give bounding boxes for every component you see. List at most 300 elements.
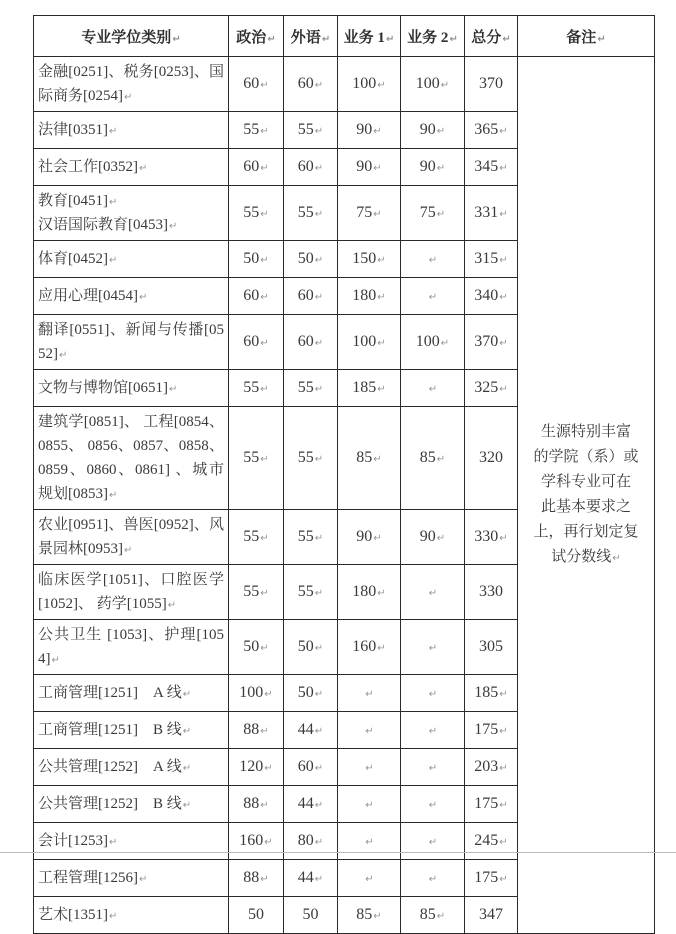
paragraph-mark-icon: ↵	[264, 837, 273, 848]
score-value: 55	[297, 121, 314, 138]
paragraph-mark-icon: ↵	[109, 197, 118, 208]
paragraph-mark-icon: ↵	[436, 163, 446, 174]
score-value: 175	[474, 721, 499, 738]
score-value: 370	[474, 333, 499, 350]
paragraph-mark-icon: ↵	[182, 763, 192, 774]
score-cell	[465, 149, 518, 186]
category-cell	[34, 370, 229, 407]
remark-text: 试分数线	[551, 549, 612, 565]
paragraph-mark-icon: ↵	[314, 163, 324, 174]
score-cell	[465, 565, 518, 620]
paragraph-mark-icon: ↵	[365, 689, 374, 700]
paragraph-mark-icon: ↵	[449, 33, 458, 45]
score-cell	[284, 149, 338, 186]
score-value: 60	[297, 287, 314, 304]
score-value: 60	[243, 333, 260, 350]
remark-line	[524, 470, 648, 495]
paragraph-mark-icon: ↵	[499, 689, 508, 700]
paragraph-mark-icon: ↵	[109, 255, 118, 266]
score-value: 50	[297, 638, 314, 655]
score-cell	[338, 407, 401, 510]
paragraph-mark-icon: ↵	[597, 33, 606, 45]
remark-cell	[518, 57, 655, 934]
paragraph-mark-icon: ↵	[314, 533, 324, 544]
paragraph-mark-icon: ↵	[314, 800, 324, 811]
paragraph-mark-icon: ↵	[436, 911, 446, 922]
paragraph-mark-icon: ↵	[314, 384, 324, 395]
paragraph-mark-icon: ↵	[436, 209, 446, 220]
paragraph-mark-icon: ↵	[314, 292, 324, 303]
paragraph-mark-icon: ↵	[428, 588, 438, 599]
score-value: 90	[419, 121, 436, 138]
category-cell	[34, 897, 229, 934]
score-cell	[338, 620, 401, 675]
category-text: 公共管理[1252] B 线	[38, 796, 182, 812]
paragraph-mark-icon: ↵	[499, 533, 508, 544]
paragraph-mark-icon: ↵	[260, 126, 269, 137]
score-cell	[338, 149, 401, 186]
score-value: 55	[243, 204, 260, 221]
category-text: 建筑学[0851]、 工程[0854、 0855、 0856、0857、0858、0859、0860、0861] 、城市规划[0853]	[38, 414, 224, 502]
remark-text: 学科专业可在	[540, 474, 631, 490]
score-cell	[465, 241, 518, 278]
paragraph-mark-icon: ↵	[260, 643, 269, 654]
score-value: 180	[352, 583, 377, 600]
score-cell	[229, 241, 284, 278]
score-cell	[284, 749, 338, 786]
paragraph-mark-icon: ↵	[373, 454, 382, 465]
category-text: 艺术[1351]	[38, 907, 108, 923]
score-cell	[284, 860, 338, 897]
score-cell	[229, 749, 284, 786]
score-cell	[229, 370, 284, 407]
score-cell	[229, 112, 284, 149]
score-cell	[229, 897, 284, 934]
paragraph-mark-icon: ↵	[314, 763, 324, 774]
header-subject2	[401, 16, 465, 57]
score-cell	[229, 565, 284, 620]
header-politics	[229, 16, 284, 57]
paragraph-mark-icon: ↵	[385, 33, 395, 45]
score-value: 345	[474, 158, 499, 175]
score-value: 320	[479, 449, 503, 466]
paragraph-mark-icon: ↵	[373, 533, 382, 544]
score-cell	[284, 370, 338, 407]
category-cell	[34, 241, 229, 278]
paragraph-mark-icon: ↵	[365, 800, 374, 811]
category-text: 文物与博物馆[0651]	[38, 380, 168, 396]
score-value: 55	[297, 449, 314, 466]
score-cell	[338, 749, 401, 786]
score-value: 55	[243, 379, 260, 396]
score-cell	[465, 315, 518, 370]
category-text: 法律[0351]	[38, 122, 108, 138]
score-value: 60	[297, 75, 314, 92]
category-text: 教育[0451]	[38, 193, 108, 209]
paragraph-mark-icon: ↵	[139, 163, 148, 174]
score-cell	[401, 565, 465, 620]
score-value: 340	[474, 287, 499, 304]
paragraph-mark-icon: ↵	[373, 126, 382, 137]
score-cell	[284, 241, 338, 278]
score-value: 50	[243, 250, 260, 267]
score-cell	[401, 57, 465, 112]
paragraph-mark-icon: ↵	[260, 454, 269, 465]
score-cell	[465, 897, 518, 934]
paragraph-mark-icon: ↵	[51, 655, 60, 666]
paragraph-mark-icon: ↵	[436, 126, 446, 137]
category-cell	[34, 510, 229, 565]
category-text: 工商管理[1251] A 线	[38, 685, 182, 701]
paragraph-mark-icon: ↵	[440, 338, 450, 349]
paragraph-mark-icon: ↵	[373, 209, 382, 220]
score-cell	[229, 510, 284, 565]
paragraph-mark-icon: ↵	[612, 553, 621, 564]
paragraph-mark-icon: ↵	[428, 837, 438, 848]
paragraph-mark-icon: ↵	[499, 338, 508, 349]
category-text: 会计[1253]	[38, 833, 108, 849]
header-subject1	[338, 16, 401, 57]
paragraph-mark-icon: ↵	[109, 837, 118, 848]
score-cell	[401, 149, 465, 186]
score-value: 85	[419, 449, 436, 466]
page-bottom-divider	[0, 852, 676, 853]
score-cell	[465, 620, 518, 675]
paragraph-mark-icon: ↵	[499, 837, 508, 848]
score-cell	[338, 57, 401, 112]
paragraph-mark-icon: ↵	[314, 126, 324, 137]
category-cell	[34, 315, 229, 370]
score-value: 90	[356, 121, 373, 138]
score-value: 90	[356, 158, 373, 175]
paragraph-mark-icon: ↵	[260, 588, 269, 599]
paragraph-mark-icon: ↵	[260, 874, 269, 885]
score-cell	[465, 370, 518, 407]
score-value: 60	[297, 158, 314, 175]
paragraph-mark-icon: ↵	[428, 726, 438, 737]
header-foreign-language	[284, 16, 338, 57]
score-value: 60	[243, 75, 260, 92]
header-politics-label: 政治	[236, 29, 267, 46]
category-cell	[34, 823, 229, 860]
score-cell	[229, 278, 284, 315]
category-cell	[34, 278, 229, 315]
score-value: 90	[419, 158, 436, 175]
category-cell	[34, 749, 229, 786]
score-value: 245	[474, 832, 499, 849]
category-text: 工商管理[1251] B 线	[38, 722, 182, 738]
paragraph-mark-icon: ↵	[499, 209, 508, 220]
paragraph-mark-icon: ↵	[124, 92, 133, 103]
score-cell	[338, 823, 401, 860]
header-remark-label: 备注	[566, 29, 597, 46]
score-value: 305	[479, 638, 503, 655]
category-text: 应用心理[0454]	[38, 288, 138, 304]
category-text: 临床医学[1051]、口腔医学[1052]、 药学[1055]	[38, 572, 224, 612]
score-cell	[401, 315, 465, 370]
paragraph-mark-icon: ↵	[260, 726, 269, 737]
paragraph-mark-icon: ↵	[260, 80, 269, 91]
score-cell	[465, 823, 518, 860]
score-cell	[465, 749, 518, 786]
paragraph-mark-icon: ↵	[172, 33, 181, 45]
paragraph-mark-icon: ↵	[260, 209, 269, 220]
paragraph-mark-icon: ↵	[260, 338, 269, 349]
score-cell	[401, 749, 465, 786]
paragraph-mark-icon: ↵	[499, 874, 508, 885]
category-cell	[34, 620, 229, 675]
paragraph-mark-icon: ↵	[314, 837, 324, 848]
score-cell	[284, 278, 338, 315]
paragraph-mark-icon: ↵	[124, 545, 133, 556]
paragraph-mark-icon: ↵	[499, 763, 508, 774]
score-value: 55	[297, 379, 314, 396]
score-cell	[401, 620, 465, 675]
score-value: 80	[297, 832, 314, 849]
paragraph-mark-icon: ↵	[182, 800, 192, 811]
paragraph-mark-icon: ↵	[365, 837, 374, 848]
score-value: 60	[297, 333, 314, 350]
score-cell	[465, 57, 518, 112]
score-value: 330	[479, 583, 503, 600]
score-value: 203	[474, 758, 499, 775]
remark-text: 上，再行划定复	[533, 524, 639, 540]
remark-text: 的学院（系）或	[533, 449, 639, 465]
remark-line	[524, 520, 648, 545]
score-value: 175	[474, 795, 499, 812]
paragraph-mark-icon: ↵	[499, 163, 508, 174]
score-cell	[284, 897, 338, 934]
score-cell	[229, 786, 284, 823]
score-value: 55	[243, 449, 260, 466]
score-cell	[401, 823, 465, 860]
paragraph-mark-icon: ↵	[499, 255, 508, 266]
score-cell	[465, 712, 518, 749]
score-cell	[401, 897, 465, 934]
score-value: 60	[297, 758, 314, 775]
category-text: 汉语国际教育[0453]	[38, 217, 168, 233]
paragraph-mark-icon: ↵	[314, 643, 324, 654]
score-cell	[284, 112, 338, 149]
score-cell	[338, 186, 401, 241]
paragraph-mark-icon: ↵	[182, 689, 192, 700]
score-cell	[284, 565, 338, 620]
paragraph-mark-icon: ↵	[314, 874, 324, 885]
score-cell	[284, 407, 338, 510]
score-cell	[465, 860, 518, 897]
score-value: 60	[243, 287, 260, 304]
category-cell	[34, 407, 229, 510]
score-cell	[401, 675, 465, 712]
paragraph-mark-icon: ↵	[436, 454, 446, 465]
paragraph-mark-icon: ↵	[377, 588, 386, 599]
score-cell	[338, 860, 401, 897]
remark-line	[524, 445, 648, 470]
score-value: 100	[352, 333, 377, 350]
score-value: 85	[356, 449, 373, 466]
paragraph-mark-icon: ↵	[377, 338, 386, 349]
paragraph-mark-icon: ↵	[139, 874, 148, 885]
paragraph-mark-icon: ↵	[109, 126, 118, 137]
category-cell	[34, 712, 229, 749]
paragraph-mark-icon: ↵	[502, 33, 511, 45]
category-cell	[34, 186, 229, 241]
category-text: 公共管理[1252] A 线	[38, 759, 182, 775]
score-cell	[284, 57, 338, 112]
score-cell	[401, 860, 465, 897]
score-cell	[338, 675, 401, 712]
paragraph-mark-icon: ↵	[377, 292, 386, 303]
score-cell	[338, 897, 401, 934]
score-cell	[338, 241, 401, 278]
paragraph-mark-icon: ↵	[377, 643, 386, 654]
score-value: 50	[302, 906, 319, 923]
score-value: 55	[297, 583, 314, 600]
paragraph-mark-icon: ↵	[377, 255, 386, 266]
score-value: 180	[352, 287, 377, 304]
remark-text: 此基本要求之	[540, 499, 631, 515]
remark-line	[524, 545, 648, 570]
paragraph-mark-icon: ↵	[373, 163, 382, 174]
score-cell	[338, 315, 401, 370]
score-value: 185	[352, 379, 377, 396]
category-text: 农业[0951]、兽医[0952]、风景园林[0953]	[38, 517, 224, 557]
category-cell	[34, 786, 229, 823]
score-cell	[401, 712, 465, 749]
remark-line	[524, 495, 648, 520]
paragraph-mark-icon: ↵	[314, 454, 324, 465]
paragraph-mark-icon: ↵	[499, 800, 508, 811]
score-value: 90	[356, 528, 373, 545]
score-cell	[284, 510, 338, 565]
score-value: 347	[479, 906, 503, 923]
score-value: 55	[297, 204, 314, 221]
score-value: 50	[243, 638, 260, 655]
score-value: 325	[474, 379, 499, 396]
paragraph-mark-icon: ↵	[314, 726, 324, 737]
paragraph-mark-icon: ↵	[428, 255, 438, 266]
score-line-table	[33, 15, 655, 934]
score-value: 100	[352, 75, 377, 92]
score-value: 50	[297, 250, 314, 267]
score-cell	[229, 712, 284, 749]
score-cell	[229, 407, 284, 510]
score-value: 55	[243, 528, 260, 545]
score-value: 160	[239, 832, 264, 849]
remark-text: 生源特别丰富	[540, 424, 631, 440]
paragraph-mark-icon: ↵	[182, 726, 192, 737]
score-cell	[465, 675, 518, 712]
score-cell	[401, 407, 465, 510]
score-value: 100	[415, 75, 440, 92]
paragraph-mark-icon: ↵	[428, 384, 438, 395]
score-cell	[401, 510, 465, 565]
score-cell	[338, 565, 401, 620]
score-cell	[284, 620, 338, 675]
paragraph-mark-icon: ↵	[499, 384, 508, 395]
header-subject2-label: 业务 2	[407, 29, 449, 46]
category-cell	[34, 57, 229, 112]
score-cell	[465, 786, 518, 823]
score-cell	[338, 712, 401, 749]
score-cell	[465, 186, 518, 241]
score-cell	[229, 149, 284, 186]
score-cell	[401, 278, 465, 315]
score-cell	[465, 278, 518, 315]
header-foreign-language-label: 外语	[290, 29, 321, 46]
paragraph-mark-icon: ↵	[499, 126, 508, 137]
score-cell	[229, 860, 284, 897]
score-cell	[465, 112, 518, 149]
score-value: 315	[474, 250, 499, 267]
score-cell	[284, 823, 338, 860]
paragraph-mark-icon: ↵	[314, 80, 324, 91]
paragraph-mark-icon: ↵	[314, 255, 324, 266]
score-value: 75	[356, 204, 373, 221]
score-cell	[401, 370, 465, 407]
header-category-label: 专业学位类别	[81, 29, 172, 46]
category-cell	[34, 149, 229, 186]
paragraph-mark-icon: ↵	[440, 80, 450, 91]
category-cell	[34, 675, 229, 712]
score-value: 50	[248, 906, 264, 923]
score-cell	[401, 112, 465, 149]
score-value: 175	[474, 869, 499, 886]
score-value: 44	[297, 869, 314, 886]
score-value: 85	[419, 906, 436, 923]
score-cell	[338, 278, 401, 315]
paragraph-mark-icon: ↵	[314, 209, 324, 220]
paragraph-mark-icon: ↵	[436, 533, 446, 544]
score-cell	[338, 786, 401, 823]
score-cell	[338, 370, 401, 407]
category-text: 公共卫生 [1053]、护理[1054]	[38, 627, 224, 667]
paragraph-mark-icon: ↵	[267, 33, 276, 45]
score-cell	[284, 712, 338, 749]
category-text: 体育[0452]	[38, 251, 108, 267]
score-value: 55	[243, 121, 260, 138]
score-cell	[284, 786, 338, 823]
paragraph-mark-icon: ↵	[365, 726, 374, 737]
score-cell	[229, 57, 284, 112]
score-value: 85	[356, 906, 373, 923]
paragraph-mark-icon: ↵	[260, 163, 269, 174]
paragraph-mark-icon: ↵	[314, 588, 324, 599]
score-value: 55	[243, 583, 260, 600]
paragraph-mark-icon: ↵	[264, 689, 273, 700]
paragraph-mark-icon: ↵	[365, 874, 374, 885]
score-value: 120	[239, 758, 264, 775]
score-value: 44	[297, 721, 314, 738]
header-row	[34, 16, 655, 57]
score-cell	[338, 510, 401, 565]
paragraph-mark-icon: ↵	[109, 490, 118, 501]
category-text: 社会工作[0352]	[38, 159, 138, 175]
header-total-label: 总分	[471, 29, 502, 46]
paragraph-mark-icon: ↵	[377, 80, 386, 91]
score-value: 331	[474, 204, 499, 221]
paragraph-mark-icon: ↵	[169, 384, 178, 395]
score-cell	[401, 186, 465, 241]
score-value: 88	[243, 721, 260, 738]
score-value: 185	[474, 684, 499, 701]
paragraph-mark-icon: ↵	[428, 763, 438, 774]
score-value: 50	[297, 684, 314, 701]
header-total	[465, 16, 518, 57]
score-cell	[465, 510, 518, 565]
score-cell	[284, 186, 338, 241]
header-subject1-label: 业务 1	[343, 29, 385, 46]
